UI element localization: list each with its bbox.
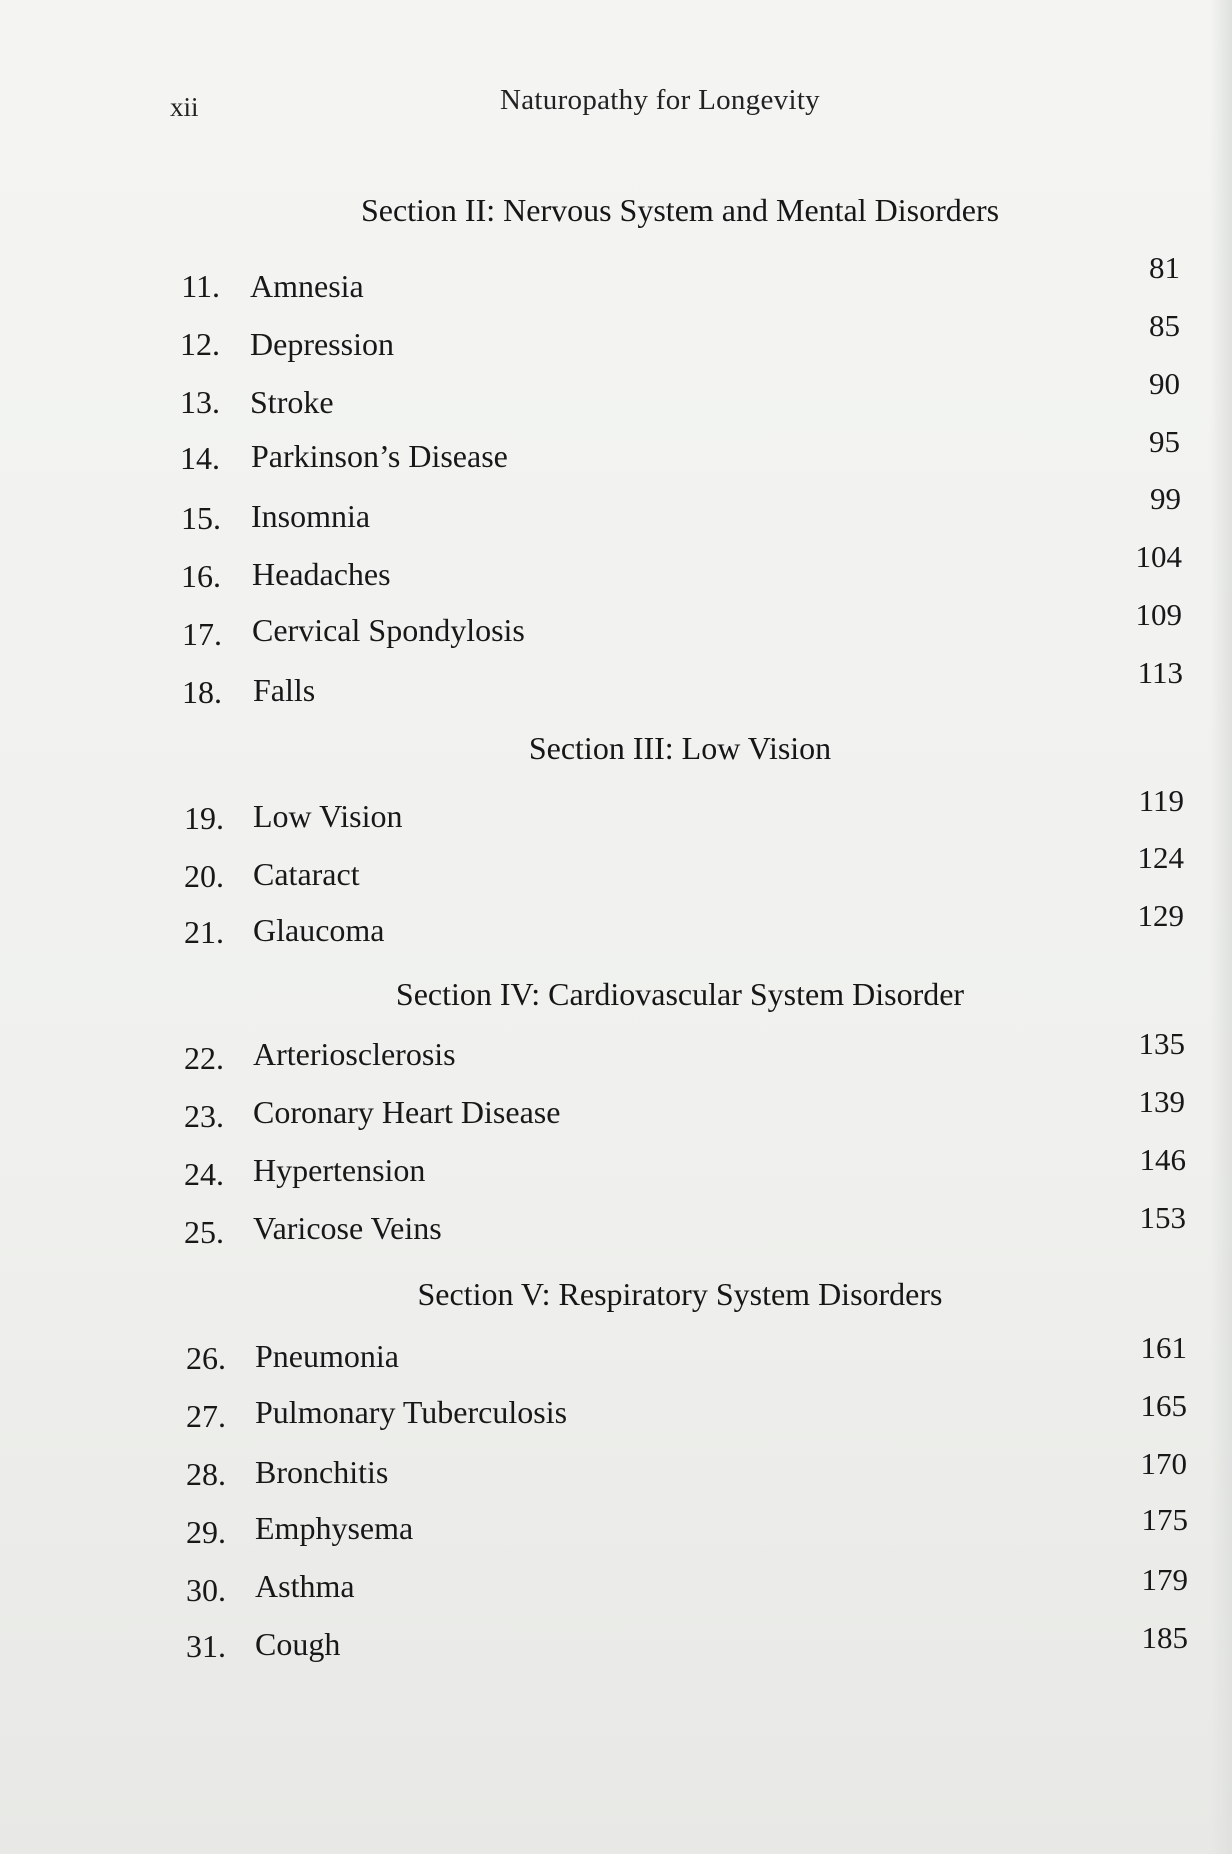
entry-title: Asthma (255, 1568, 355, 1604)
entry-title: Stroke (250, 384, 334, 420)
entry-title: Emphysema (255, 1510, 414, 1546)
entry-number: 11. (181, 268, 220, 304)
entry-title: Pulmonary Tuberculosis (255, 1394, 568, 1430)
entry-page: 185 (1141, 1620, 1188, 1655)
section-heading: Section III: Low Vision (528, 730, 832, 766)
entry-title: Cervical Spondylosis (252, 612, 525, 648)
entry-number: 27. (186, 1398, 226, 1434)
entry-page: 161 (1140, 1330, 1187, 1365)
entry-number: 24. (184, 1156, 224, 1192)
entry-number: 20. (184, 858, 224, 894)
entry-page: 165 (1140, 1388, 1187, 1423)
entry-title: Amnesia (250, 268, 364, 304)
entry-title: Cough (255, 1626, 341, 1662)
entry-page: 109 (1135, 597, 1182, 632)
page-edge-shadow (1210, 0, 1232, 1854)
page-number: xii (170, 92, 199, 122)
section-heading: Section V: Respiratory System Disorders (417, 1276, 943, 1312)
entry-title: Low Vision (253, 798, 403, 834)
entry-number: 31. (186, 1628, 226, 1664)
entry-page: 90 (1149, 366, 1180, 401)
entry-title: Glaucoma (253, 912, 385, 948)
entry-page: 153 (1139, 1200, 1186, 1235)
entry-title: Arteriosclerosis (253, 1036, 456, 1072)
entry-page: 113 (1137, 655, 1183, 690)
entry-page: 95 (1149, 424, 1180, 459)
entry-number: 30. (186, 1572, 226, 1608)
entry-page: 81 (1149, 250, 1180, 285)
entry-number: 14. (180, 440, 220, 476)
entry-number: 17. (182, 616, 222, 652)
entry-title: Cataract (253, 856, 360, 892)
entry-number: 18. (182, 674, 222, 710)
entry-page: 124 (1137, 840, 1184, 875)
entry-page: 119 (1138, 783, 1184, 818)
entry-page: 85 (1149, 308, 1180, 343)
running-head-title: Naturopathy for Longevity (500, 84, 820, 116)
entry-page: 129 (1137, 898, 1184, 933)
entry-number: 25. (184, 1214, 224, 1250)
entry-page: 146 (1139, 1142, 1186, 1177)
entry-page: 175 (1141, 1502, 1188, 1537)
entry-title: Depression (250, 326, 394, 362)
entry-title: Falls (253, 672, 316, 708)
entry-title: Coronary Heart Disease (253, 1094, 561, 1130)
entry-page: 139 (1138, 1084, 1185, 1119)
entry-number: 22. (184, 1040, 224, 1076)
entry-number: 15. (181, 500, 221, 536)
entry-page: 179 (1141, 1562, 1188, 1597)
section-heading: Section II: Nervous System and Mental Disorders (360, 192, 1000, 228)
entry-title: Pneumonia (255, 1338, 399, 1374)
entry-number: 13. (180, 384, 220, 420)
entry-page: 99 (1150, 481, 1181, 516)
entry-page: 170 (1140, 1446, 1187, 1481)
entry-number: 19. (184, 800, 224, 836)
entry-number: 23. (184, 1098, 224, 1134)
entry-page: 135 (1138, 1026, 1185, 1061)
entry-number: 26. (186, 1340, 226, 1376)
entry-title: Varicose Veins (253, 1210, 442, 1246)
section-heading: Section IV: Cardiovascular System Disorder (395, 976, 965, 1012)
entry-number: 12. (180, 326, 220, 362)
entry-number: 29. (186, 1514, 226, 1550)
entry-title: Bronchitis (255, 1454, 389, 1490)
entry-title: Insomnia (251, 498, 371, 534)
entry-number: 21. (184, 914, 224, 950)
entry-title: Headaches (252, 556, 391, 592)
entry-number: 16. (181, 558, 221, 594)
entry-number: 28. (186, 1456, 226, 1492)
entry-title: Parkinson’s Disease (251, 438, 508, 474)
entry-title: Hypertension (253, 1152, 426, 1188)
entry-page: 104 (1135, 539, 1182, 574)
